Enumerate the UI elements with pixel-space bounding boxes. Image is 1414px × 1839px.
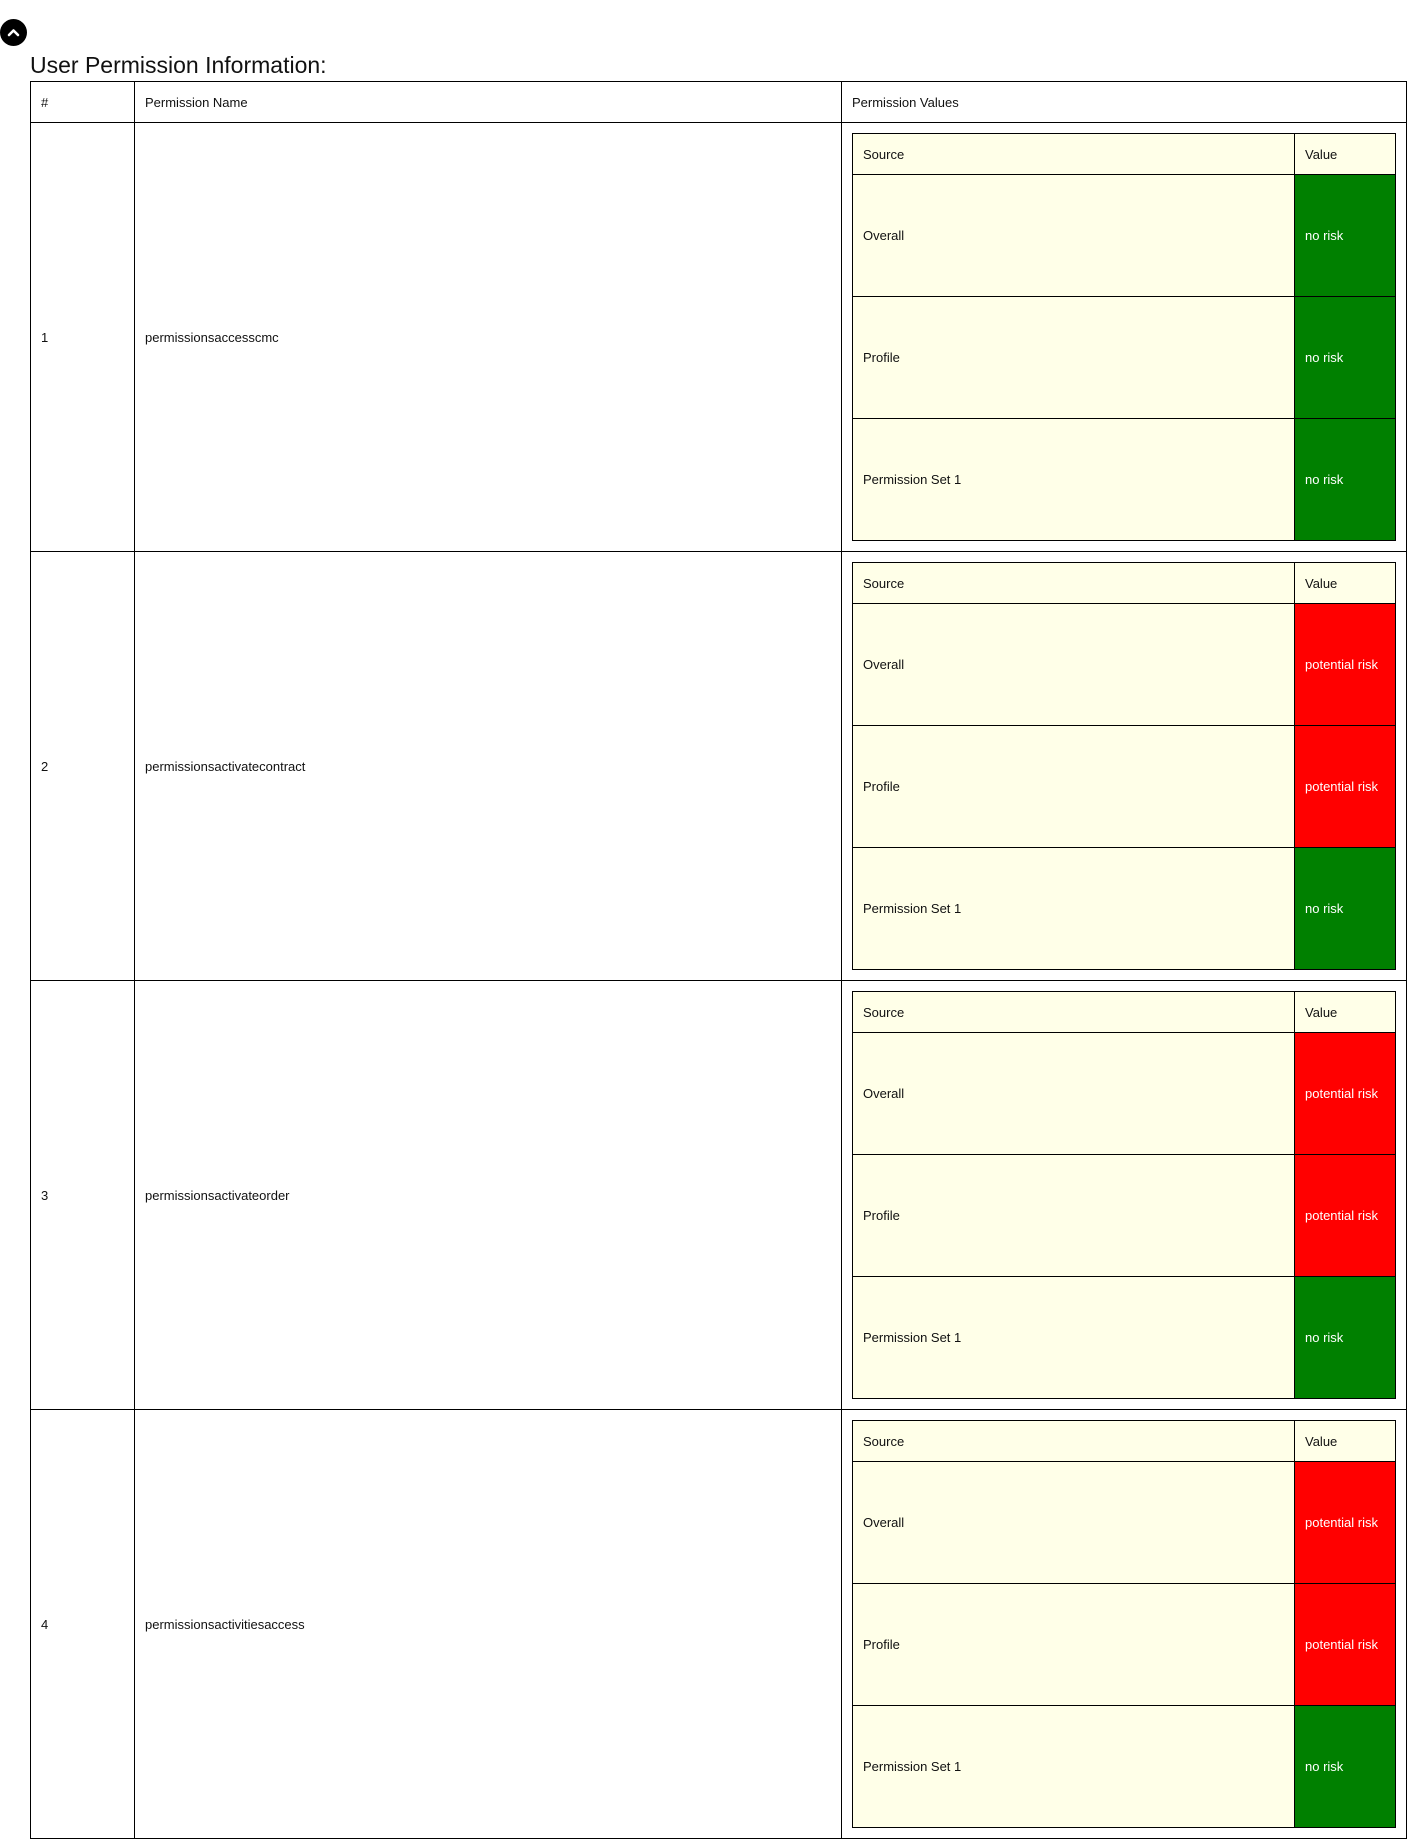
source-label: Profile [853,297,1295,419]
table-row [31,981,1407,1410]
source-row [853,1277,1396,1399]
source-row [853,604,1396,726]
row-index: 3 [31,981,135,1410]
risk-value: potential risk [1295,1584,1396,1706]
chevron-up-icon [7,28,20,37]
table-row [31,123,1407,552]
source-label: Permission Set 1 [853,1277,1295,1399]
permission-name: permissionsactivatecontract [135,552,842,981]
risk-value: no risk [1295,848,1396,970]
row-index: 1 [31,123,135,552]
source-label: Permission Set 1 [853,848,1295,970]
row-index: 2 [31,552,135,981]
source-label: Profile [853,726,1295,848]
inner-header-row [853,1421,1396,1462]
permission-name: permissionsactivateorder [135,981,842,1410]
source-row [853,175,1396,297]
permission-values-cell [842,1410,1407,1839]
source-label: Overall [853,604,1295,726]
inner-header-row [853,134,1396,175]
risk-value: no risk [1295,297,1396,419]
collapse-section-button[interactable] [0,19,27,46]
table-row [31,552,1407,981]
table-row [31,1410,1407,1839]
inner-header-source: Source [853,134,1295,175]
permission-values-table [852,991,1396,1399]
column-header-permission-name: Permission Name [135,82,842,123]
inner-header-source: Source [853,992,1295,1033]
column-header-permission-values: Permission Values [842,82,1407,123]
inner-header-value: Value [1295,134,1396,175]
risk-value: potential risk [1295,726,1396,848]
risk-value: potential risk [1295,1155,1396,1277]
source-row [853,1706,1396,1828]
risk-value: no risk [1295,1706,1396,1828]
source-row [853,419,1396,541]
inner-header-value: Value [1295,1421,1396,1462]
source-label: Profile [853,1155,1295,1277]
source-row [853,848,1396,970]
permission-values-table [852,562,1396,970]
table-header-row [31,82,1407,123]
source-row [853,1155,1396,1277]
source-row [853,1033,1396,1155]
source-row [853,1462,1396,1584]
permission-values-table [852,1420,1396,1828]
source-label: Permission Set 1 [853,419,1295,541]
inner-header-value: Value [1295,563,1396,604]
permissions-table [30,81,1407,1839]
permission-values-cell [842,552,1407,981]
permission-name: permissionsactivitiesaccess [135,1410,842,1839]
source-row [853,726,1396,848]
source-row [853,297,1396,419]
inner-header-row [853,992,1396,1033]
inner-header-source: Source [853,563,1295,604]
permission-name: permissionsaccesscmc [135,123,842,552]
source-label: Overall [853,175,1295,297]
risk-value: no risk [1295,419,1396,541]
inner-header-row [853,563,1396,604]
source-row [853,1584,1396,1706]
risk-value: potential risk [1295,1033,1396,1155]
section-title: User Permission Information: [30,52,327,78]
inner-header-source: Source [853,1421,1295,1462]
source-label: Overall [853,1462,1295,1584]
risk-value: potential risk [1295,1462,1396,1584]
source-label: Overall [853,1033,1295,1155]
permission-values-table [852,133,1396,541]
inner-header-value: Value [1295,992,1396,1033]
risk-value: no risk [1295,1277,1396,1399]
column-header-index: # [31,82,135,123]
permission-values-cell [842,123,1407,552]
risk-value: potential risk [1295,604,1396,726]
row-index: 4 [31,1410,135,1839]
risk-value: no risk [1295,175,1396,297]
source-label: Permission Set 1 [853,1706,1295,1828]
permission-values-cell [842,981,1407,1410]
source-label: Profile [853,1584,1295,1706]
